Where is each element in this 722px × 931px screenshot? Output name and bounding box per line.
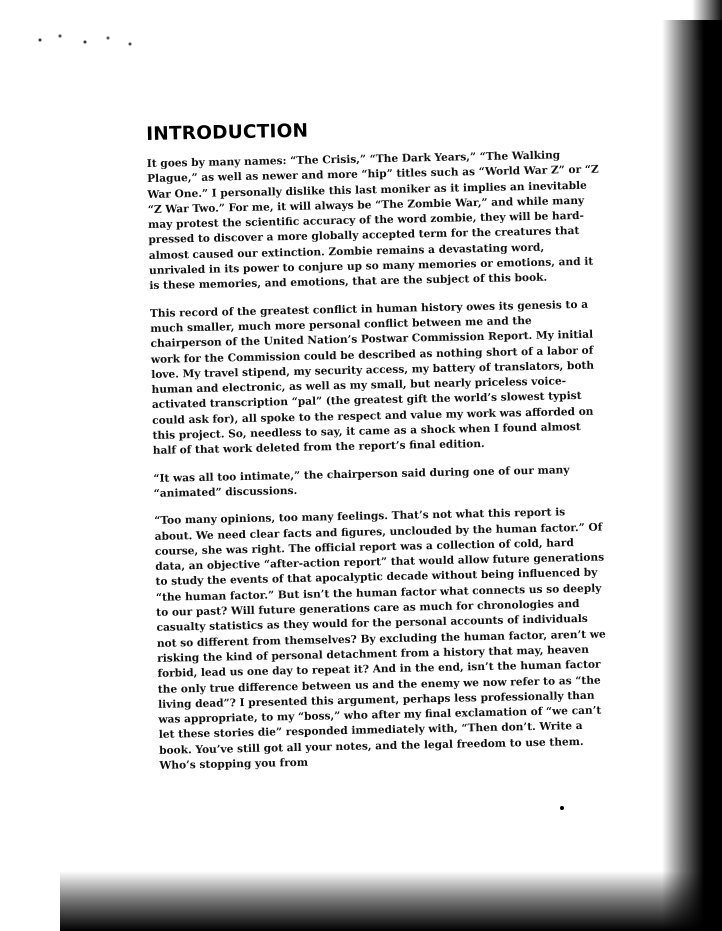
paragraph-3: “It was all too intimate,” the chairperson said during one of our many “animated” discussions. — [153, 463, 570, 500]
paragraph-4: “Too many opinions, too many feelings. That’s not what this report is about. We need clear facts and figures, unclouded by the human factor.” Of course, she was right. The official report was a collection of cold, hard data, an objective “after-action report” that would allow future generations to study the events of that apocalyptic decade without being influenced by “the human factor.” But isn’t the human factor what connects us so deeply to our past? Will future generations care as much for chronologies and casualty statistics as they would for the personal accounts of individuals not so different from themselves? By excluding the human factor, aren’t we risking the kind of personal detachment from a history that may, heaven forbid, lead us one day to repeat it? And in the end, isn’t the human factor the only true difference between us and the enemy we now refer to as “the living dead”? I presented this argument, perhaps less professionally than was appropriate, to my “boss,” who after my final exclamation of “we can’t let these stories die” responded immediately with, “Then don’t. Write a book. You’ve still got all your notes, and the legal freedom to use them. Who’s stopping you from — [154, 506, 606, 772]
scan-shadow-bottom — [60, 871, 722, 931]
paragraph-2: This record of the greatest conflict in human history owes its genesis to a much smaller, much more personal conflict between me and the chairperson of the United Nation’s Postwar Commission Report. My initial work for the Commission could be described as nothing short of a labor of love. My travel stipend, my security access, my battery of translators, both human and electronic, as well as my small, but nearly priceless voice-activated transcription “pal” (the greatest gift the world’s slowest typist could ask for), all spoke to the respect and value my work was afforded on this project. So, needless to say, it came as a shock when I found almost half of that work deleted from the report’s final edition. — [149, 298, 595, 458]
paragraph-1: It goes by many names: “The Crisis,” “The Dark Years,” “The Walking Plague,” as well as newer and more “hip” titles such as “World War Z” or “Z War One.” I personally dislike this last moniker as it implies an inevitable “Z War Two.” For me, it will always be “The Zombie War,” and while many may protest the scientific accuracy of the word zombie, they will be hard-pressed to discover a more globally accepted term for the creatures that almost caused our extinction. Zombie remains a devastating word, unrivaled in its power to conjure up so many memories or emotions, and it is these memories, and emotions, that are the subject of this book. — [146, 149, 599, 293]
page-title: INTRODUCTION — [146, 120, 309, 145]
scan-shadow-right — [662, 20, 722, 931]
scan-specks — [30, 30, 140, 50]
stray-mark — [560, 806, 564, 810]
document-body — [146, 115, 612, 787]
